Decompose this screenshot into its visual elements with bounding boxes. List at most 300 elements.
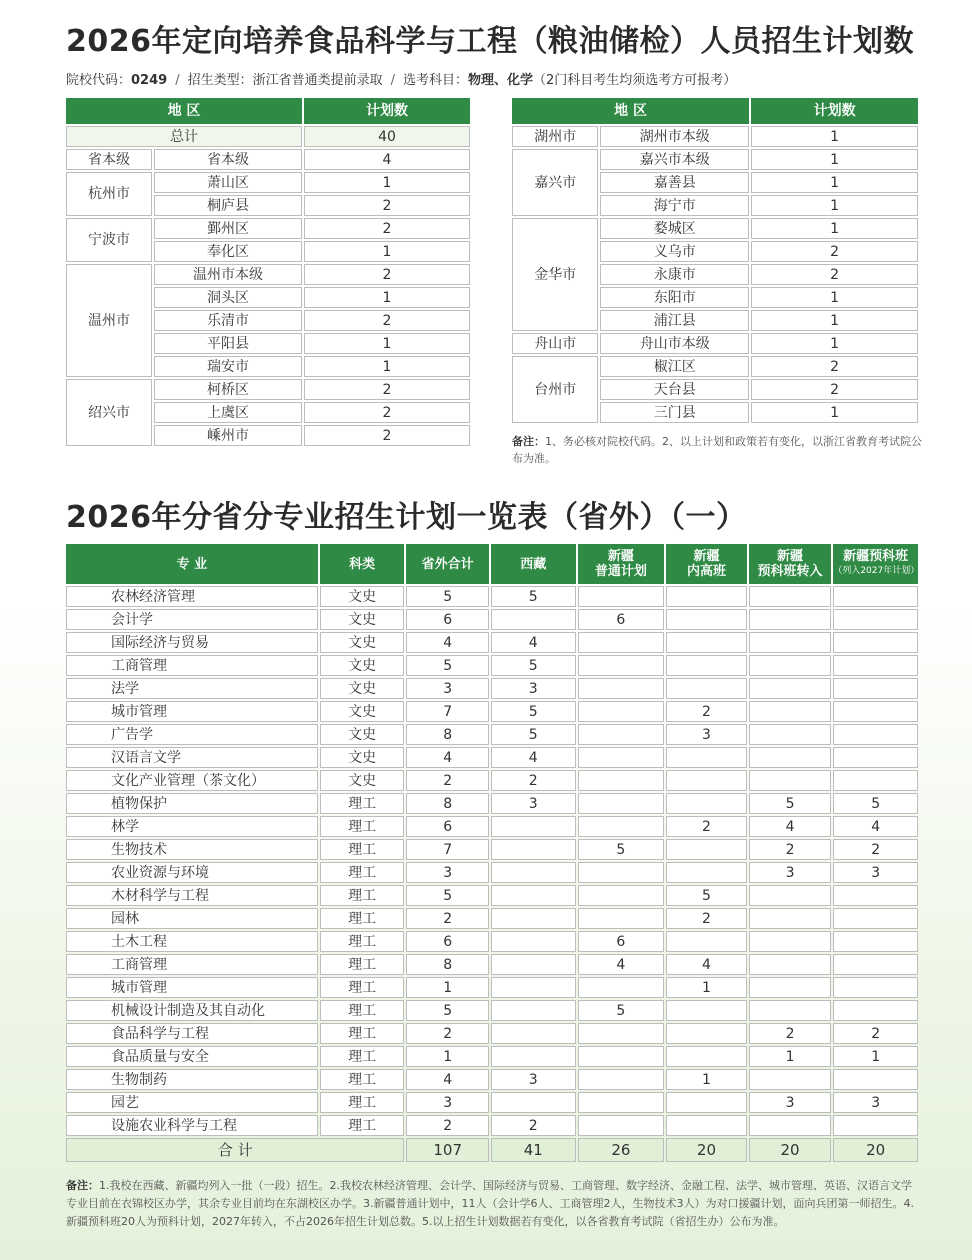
count-cell: 5 [491,701,576,722]
table-row [512,356,918,377]
count-cell: 8 [406,793,489,814]
count-cell: 5 [491,655,576,676]
count-cell: 3 [491,793,576,814]
count-cell [833,885,918,906]
count-cell [578,977,665,998]
city-cell: 宁波市 [66,218,152,262]
count-cell [666,793,747,814]
district-cell: 上虞区 [154,402,302,423]
count-cell: 5 [406,586,489,607]
category-cell: 理工 [320,885,405,906]
plan-count-cell: 2 [304,402,470,423]
subject-note: （2门科目考生均须选考方可报考） [533,73,737,88]
category-cell: 理工 [320,1046,405,1067]
major-cell: 园林 [66,908,318,929]
count-cell: 7 [406,701,489,722]
major-cell: 木材科学与工程 [66,885,318,906]
major-cell: 机械设计制造及其自动化 [66,1000,318,1021]
plan-count-cell: 1 [751,310,918,331]
district-cell: 义乌市 [600,241,749,262]
count-cell: 3 [833,1092,918,1113]
city-cell: 湖州市 [512,126,598,147]
district-cell: 婺城区 [600,218,749,239]
count-cell: 2 [406,770,489,791]
count-cell: 2 [666,816,747,837]
column-header [578,544,665,584]
district-cell: 东阳市 [600,287,749,308]
count-cell: 4 [491,747,576,768]
section-title-zhejiang: 2026年定向培养食品科学与工程（粮油储检）人员招生计划数 [66,24,914,59]
count-cell [578,1092,665,1113]
category-cell: 理工 [320,793,405,814]
count-cell [833,954,918,975]
count-cell [833,1115,918,1136]
count-cell: 2 [833,1023,918,1044]
plan-count-cell: 2 [304,264,470,285]
district-cell: 浦江县 [600,310,749,331]
count-cell [666,747,747,768]
count-cell: 3 [406,1092,489,1113]
column-header-label: 新疆 内高班 [686,549,726,579]
district-cell: 省本级 [154,149,302,170]
major-cell: 土木工程 [66,931,318,952]
major-cell: 林学 [66,816,318,837]
plan-count-cell: 1 [304,287,470,308]
count-cell: 1 [406,977,489,998]
zhejiang-plan-table-right [510,96,920,425]
count-cell: 4 [406,747,489,768]
major-cell: 汉语言文学 [66,747,318,768]
count-cell [578,678,665,699]
plan-count-cell: 1 [751,287,918,308]
major-cell: 广告学 [66,724,318,745]
major-cell: 国际经济与贸易 [66,632,318,653]
count-cell: 8 [406,724,489,745]
plan-count-cell: 1 [751,402,918,423]
count-cell [749,1069,832,1090]
count-cell [666,1023,747,1044]
table-row [66,1069,918,1090]
district-cell: 嵊州市 [154,425,302,446]
code-label: 院校代码： [66,73,132,88]
plan-count-cell: 4 [304,149,470,170]
category-cell: 理工 [320,1115,405,1136]
sum-value: 20 [666,1138,747,1162]
column-header [491,544,576,584]
count-cell: 5 [406,1000,489,1021]
enrollment-type: 招生类型：浙江省普通类提前录取 [187,73,383,88]
count-cell: 5 [491,724,576,745]
district-cell: 桐庐县 [154,195,302,216]
major-cell: 城市管理 [66,701,318,722]
table-row [66,1115,918,1136]
count-cell [491,977,576,998]
category-cell: 理工 [320,954,405,975]
plan-count-header: 计划数 [304,98,470,124]
table-row [66,839,918,860]
category-cell: 文史 [320,770,405,791]
table-row [66,1092,918,1113]
count-cell: 2 [833,839,918,860]
major-cell: 城市管理 [66,977,318,998]
district-cell: 嘉兴市本级 [600,149,749,170]
count-cell: 4 [666,954,747,975]
plan-count-cell: 2 [751,379,918,400]
district-cell: 柯桥区 [154,379,302,400]
count-cell: 1 [666,977,747,998]
table-row [66,747,918,768]
count-cell: 4 [833,816,918,837]
section-title-out-of-province: 2026年分省分专业招生计划一览表（省外）（一） [66,500,747,535]
major-cell: 生物制药 [66,1069,318,1090]
plan-count-cell: 1 [751,218,918,239]
count-cell [578,885,665,906]
plan-count-cell: 1 [751,333,918,354]
city-cell: 台州市 [512,356,598,423]
plan-count-cell: 2 [304,195,470,216]
table-row [66,678,918,699]
plan-count-cell: 1 [751,126,918,147]
count-cell [578,701,665,722]
count-cell [491,1046,576,1067]
column-header [406,544,489,584]
count-cell: 5 [406,655,489,676]
count-cell [666,770,747,791]
count-cell [491,862,576,883]
major-cell: 农业资源与环境 [66,862,318,883]
table-row [512,149,918,170]
major-cell: 工商管理 [66,655,318,676]
count-cell [833,770,918,791]
count-cell [749,1000,832,1021]
column-header-note: （列入2027年计划） [833,566,920,576]
count-cell [749,701,832,722]
city-cell: 省本级 [66,149,152,170]
table-row [66,632,918,653]
plan-count-cell: 2 [751,241,918,262]
count-cell [578,1115,665,1136]
count-cell [749,724,832,745]
plan-count-cell: 1 [751,172,918,193]
column-header [320,544,405,584]
table-row [66,1000,918,1021]
district-cell: 平阳县 [154,333,302,354]
count-cell [833,632,918,653]
count-cell [666,632,747,653]
district-cell: 瑞安市 [154,356,302,377]
table-row [512,126,918,147]
city-cell: 金华市 [512,218,598,331]
count-cell [491,885,576,906]
count-cell [491,1092,576,1113]
plan-count-cell: 1 [304,356,470,377]
out-of-province-plan-table [64,542,920,1164]
count-cell [491,609,576,630]
category-cell: 理工 [320,1069,405,1090]
major-cell: 工商管理 [66,954,318,975]
sum-row [66,1138,918,1162]
column-header-label: 西藏 [520,556,547,572]
sum-value: 107 [406,1138,489,1162]
count-cell [749,609,832,630]
plan-count-cell: 1 [304,333,470,354]
district-cell: 海宁市 [600,195,749,216]
table-row [66,931,918,952]
count-cell [833,747,918,768]
count-cell: 2 [491,1115,576,1136]
count-cell: 1 [749,1046,832,1067]
count-cell: 1 [666,1069,747,1090]
count-cell [749,885,832,906]
count-cell: 2 [406,908,489,929]
total-label: 总计 [66,126,302,147]
district-cell: 奉化区 [154,241,302,262]
count-cell: 2 [406,1023,489,1044]
count-cell [578,908,665,929]
count-cell: 5 [406,885,489,906]
major-cell: 农林经济管理 [66,586,318,607]
count-cell: 1 [406,1046,489,1067]
count-cell [749,908,832,929]
major-cell: 生物技术 [66,839,318,860]
table-row [66,1046,918,1067]
table-row [66,264,470,285]
zhejiang-plan-table-left [64,96,472,448]
category-cell: 文史 [320,609,405,630]
plan-count-cell: 2 [751,264,918,285]
count-cell [833,609,918,630]
count-cell [578,747,665,768]
sum-value: 41 [491,1138,576,1162]
enrollment-meta: 院校代码：0249 / 招生类型：浙江省普通类提前录取 / 选考科目：物理、化学（2门科目考生均须选考方可报考） [66,73,737,88]
count-cell [833,655,918,676]
count-cell [666,1000,747,1021]
column-header [749,544,832,584]
plan-count-cell: 1 [751,195,918,216]
category-cell: 理工 [320,816,405,837]
major-cell: 文化产业管理（茶文化） [66,770,318,791]
count-cell [578,770,665,791]
count-cell [833,908,918,929]
table-row [66,862,918,883]
count-cell [666,1046,747,1067]
major-cell: 会计学 [66,609,318,630]
count-cell: 3 [406,862,489,883]
count-cell: 3 [491,678,576,699]
total-row [66,126,470,147]
count-cell [666,931,747,952]
count-cell [666,1115,747,1136]
table-row [66,218,470,239]
plan-count-cell: 1 [304,172,470,193]
plan-count-header: 计划数 [751,98,918,124]
sum-value: 20 [749,1138,832,1162]
count-cell [578,1069,665,1090]
count-cell [666,1092,747,1113]
table-row [66,885,918,906]
category-cell: 理工 [320,862,405,883]
district-cell: 嘉善县 [600,172,749,193]
count-cell [578,862,665,883]
table-row [66,701,918,722]
count-cell: 2 [666,908,747,929]
count-cell [491,839,576,860]
count-cell: 2 [749,839,832,860]
count-cell: 5 [578,1000,665,1021]
count-cell [749,586,832,607]
count-cell [749,678,832,699]
count-cell [833,678,918,699]
sum-label: 合 计 [66,1138,404,1162]
count-cell [578,655,665,676]
category-cell: 文史 [320,632,405,653]
count-cell: 3 [749,862,832,883]
district-cell: 舟山市本级 [600,333,749,354]
plan-count-cell: 2 [751,356,918,377]
count-cell [833,724,918,745]
count-cell [749,747,832,768]
category-cell: 理工 [320,931,405,952]
column-header-label: 新疆 预科班转入 [757,549,823,579]
count-cell [749,632,832,653]
sum-value: 20 [833,1138,918,1162]
plan-count-cell: 2 [304,425,470,446]
count-cell: 2 [406,1115,489,1136]
category-cell: 理工 [320,839,405,860]
major-cell: 食品质量与安全 [66,1046,318,1067]
count-cell [666,839,747,860]
table-row [66,816,918,837]
district-cell: 天台县 [600,379,749,400]
count-cell [578,586,665,607]
count-cell: 4 [491,632,576,653]
count-cell [833,1000,918,1021]
count-cell: 5 [666,885,747,906]
count-cell: 8 [406,954,489,975]
count-cell [491,1000,576,1021]
count-cell: 5 [491,586,576,607]
table-row [66,793,918,814]
note-label: 备注： [66,1179,99,1192]
count-cell [578,632,665,653]
table-row [66,655,918,676]
count-cell [578,1023,665,1044]
district-cell: 永康市 [600,264,749,285]
count-cell: 3 [406,678,489,699]
district-cell: 鄞州区 [154,218,302,239]
plan-count-cell: 2 [304,218,470,239]
count-cell: 2 [749,1023,832,1044]
count-cell [749,1115,832,1136]
count-cell [833,586,918,607]
table-row [66,172,470,193]
district-cell: 洞头区 [154,287,302,308]
count-cell [578,1046,665,1067]
count-cell: 2 [666,701,747,722]
district-cell: 椒江区 [600,356,749,377]
plan-count-cell: 1 [751,149,918,170]
count-cell [666,678,747,699]
region-header: 地 区 [66,98,302,124]
count-cell: 6 [406,931,489,952]
count-cell [833,931,918,952]
category-cell: 文史 [320,586,405,607]
table-row [66,1023,918,1044]
plan-count-cell: 1 [304,241,470,262]
count-cell: 5 [833,793,918,814]
table-row [512,333,918,354]
column-header [666,544,747,584]
column-header-label: 专 业 [176,556,208,572]
count-cell: 3 [749,1092,832,1113]
table-row [66,977,918,998]
out-of-province-note [66,1177,922,1231]
note-label: 备注： [512,435,545,448]
column-header [833,544,918,584]
category-cell: 理工 [320,908,405,929]
major-cell: 食品科学与工程 [66,1023,318,1044]
column-header-label: 新疆 普通计划 [594,549,647,579]
count-cell: 3 [833,862,918,883]
category-cell: 文史 [320,678,405,699]
count-cell: 4 [578,954,665,975]
table-row [66,609,918,630]
table-row [66,379,470,400]
city-cell: 绍兴市 [66,379,152,446]
district-cell: 萧山区 [154,172,302,193]
city-cell: 杭州市 [66,172,152,216]
sum-value: 26 [578,1138,665,1162]
district-cell: 温州市本级 [154,264,302,285]
plan-count-cell: 2 [304,379,470,400]
count-cell: 5 [578,839,665,860]
count-cell: 3 [491,1069,576,1090]
count-cell [666,862,747,883]
total-value: 40 [304,126,470,147]
city-cell: 舟山市 [512,333,598,354]
column-header-label: 科类 [349,556,376,572]
column-header-label: 省外合计 [421,556,474,572]
count-cell [578,724,665,745]
count-cell [749,977,832,998]
zhejiang-note [512,433,922,467]
category-cell: 文史 [320,701,405,722]
table-row [66,149,470,170]
required-subjects: 物理、化学 [468,73,534,88]
count-cell [749,770,832,791]
count-cell: 4 [406,1069,489,1090]
district-cell: 湖州市本级 [600,126,749,147]
count-cell: 4 [406,632,489,653]
column-header [66,544,318,584]
category-cell: 文史 [320,724,405,745]
category-cell: 理工 [320,1000,405,1021]
district-cell: 乐清市 [154,310,302,331]
major-cell: 植物保护 [66,793,318,814]
category-cell: 理工 [320,1023,405,1044]
category-cell: 理工 [320,977,405,998]
note-text: 1、务必核对院校代码。2、以上计划和政策若有变化，以浙江省教育考试院公布为准。 [512,435,922,465]
count-cell [666,609,747,630]
district-cell: 三门县 [600,402,749,423]
count-cell [578,793,665,814]
note-text: 1.我校在西藏、新疆均列入一批（一段）招生。2.我校农林经济管理、会计学、国际经济与贸易、工商管理、数字经济、金融工程、法学、城市管理、英语、汉语言文学专业目前在衣锦校区办学，其余专业目前均在东湖校区办学。3.新疆普通计划中，11人（会计学6人、工商管理2人，生物技术3人）为对口援疆计划，面向兵团第一师招生。4.新疆预科班20人为预科计划，2027年转入，不占2026年招生计划总数。5.以上招生计划数据若有变化，以各省教育考试院（省招生办）公布为准。 [66,1179,914,1228]
table-row [66,770,918,791]
count-cell [491,816,576,837]
count-cell: 1 [833,1046,918,1067]
count-cell [833,977,918,998]
category-cell: 理工 [320,1092,405,1113]
